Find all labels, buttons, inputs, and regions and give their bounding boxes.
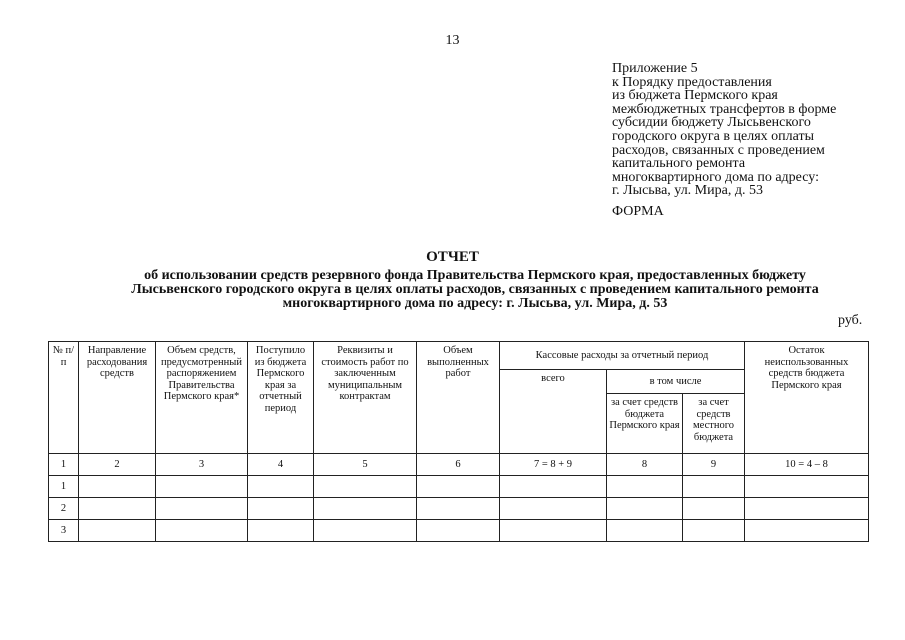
- table-cell: [500, 520, 607, 542]
- column-number: 3: [156, 454, 248, 476]
- table-cell: [417, 520, 500, 542]
- table-cell: [607, 520, 683, 542]
- appendix-line: г. Лысьва, ул. Мира, д. 53: [612, 183, 763, 199]
- column-number-row: [49, 454, 869, 476]
- table-cell: [156, 476, 248, 498]
- appendix-line: из бюджета Пермского края: [612, 88, 778, 104]
- table-cell: [683, 498, 745, 520]
- row-number: 3: [49, 520, 79, 542]
- table-cell: [745, 476, 869, 498]
- appendix-line: к Порядку предоставления: [612, 74, 772, 90]
- header-regional: за счет средств бюджета Пермского края: [607, 394, 683, 454]
- header-num: № п/п: [49, 342, 79, 454]
- appendix-line: расходов, связанных с проведением: [612, 142, 825, 158]
- table-cell: [314, 520, 417, 542]
- header-cash-expenses: Кассовые расходы за отчетный период: [500, 342, 745, 370]
- table-cell: [314, 476, 417, 498]
- header-works-volume: Объем выполненных работ: [417, 342, 500, 454]
- table-cell: [500, 476, 607, 498]
- page-number: 13: [445, 33, 460, 48]
- column-number: 8: [607, 454, 683, 476]
- report-title: ОТЧЕТ: [426, 249, 479, 265]
- header-received: Поступило из бюджета Пермского края за отчетный период: [248, 342, 314, 454]
- table-cell: [79, 520, 156, 542]
- report-table: [48, 341, 869, 542]
- appendix-line: субсидии бюджету Лысьвенского: [612, 115, 811, 131]
- header-including: в том числе: [607, 370, 745, 394]
- header-local: за счет средств местного бюджета: [683, 394, 745, 454]
- table-cell: [745, 520, 869, 542]
- row-number: 1: [49, 476, 79, 498]
- table-row: [49, 520, 869, 542]
- header-contracts: Реквизиты и стоимость работ по заключенным муниципальным контрактам: [314, 342, 417, 454]
- table-cell: [417, 476, 500, 498]
- table-cell: [79, 476, 156, 498]
- appendix-line: многоквартирного дома по адресу:: [612, 169, 819, 185]
- column-number: 2: [79, 454, 156, 476]
- table-cell: [417, 498, 500, 520]
- subtitle-line: об использовании средств резервного фонда Правительства Пермского края, предоставленных бюджету: [144, 268, 806, 283]
- column-number: 7 = 8 + 9: [500, 454, 607, 476]
- table-cell: [156, 520, 248, 542]
- column-number: 10 = 4 – 8: [745, 454, 869, 476]
- table-cell: [607, 498, 683, 520]
- appendix-line: межбюджетных трансфертов в форме: [612, 101, 837, 117]
- header-volume-planned: Объем средств, предусмотренный распоряжением Правительства Пермского края*: [156, 342, 248, 454]
- table-cell: [79, 498, 156, 520]
- table-cell: [248, 498, 314, 520]
- column-number: 9: [683, 454, 745, 476]
- appendix-line: капитального ремонта: [612, 156, 746, 172]
- header-direction: Направление расходования средств: [79, 342, 156, 454]
- header-remainder: Остаток неиспользованных средств бюджета Пермского края: [745, 342, 869, 454]
- subtitle-line: Лысьвенского городского округа в целях оплаты расходов, связанных с проведением капитального ремонта: [131, 282, 819, 297]
- table-cell: [156, 498, 248, 520]
- column-number: 5: [314, 454, 417, 476]
- table-cell: [500, 498, 607, 520]
- table-cell: [683, 520, 745, 542]
- table-cell: [314, 498, 417, 520]
- appendix-line: Приложение 5: [612, 61, 698, 76]
- column-number: 1: [49, 454, 79, 476]
- appendix-block: [612, 62, 882, 198]
- row-number: 2: [49, 498, 79, 520]
- table-row: [49, 498, 869, 520]
- column-number: 4: [248, 454, 314, 476]
- table-cell: [745, 498, 869, 520]
- table-cell: [248, 476, 314, 498]
- header-row: [49, 342, 869, 370]
- table-cell: [607, 476, 683, 498]
- subtitle-line: многоквартирного дома по адресу: г. Лысьва, ул. Мира, д. 53: [282, 296, 668, 311]
- table-row: [49, 476, 869, 498]
- table-cell: [248, 520, 314, 542]
- table-cell: [683, 476, 745, 498]
- currency-unit: руб.: [838, 313, 863, 328]
- report-subtitle: [60, 269, 890, 311]
- column-number: 6: [417, 454, 500, 476]
- header-total: всего: [500, 370, 607, 454]
- appendix-line: городского округа в целях оплаты: [612, 128, 814, 144]
- form-label: ФОРМА: [612, 204, 664, 219]
